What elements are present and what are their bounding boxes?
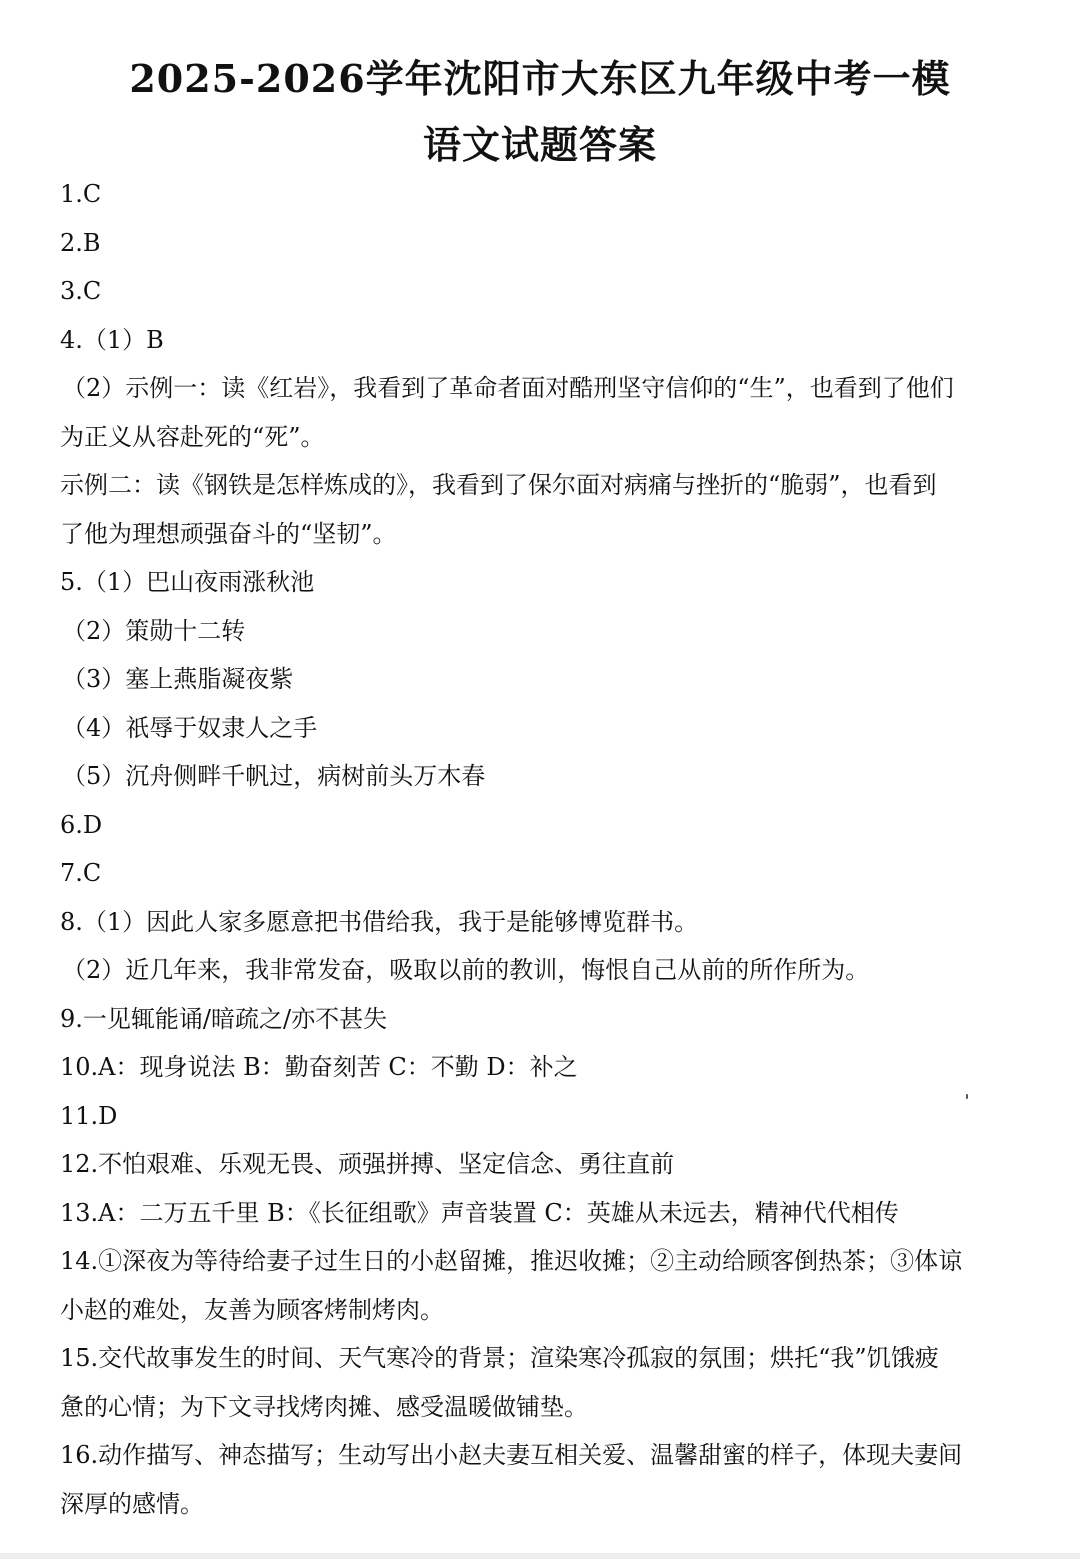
answer-line: 11.D [60, 1101, 118, 1130]
answer-line: 16.动作描写、神态描写；生动写出小赵夫妻互相关爱、温馨甜蜜的样子，体现夫妻间 [60, 1441, 963, 1469]
answer-line: 7.C [60, 859, 102, 887]
answer-line: 为正义从容赴死的“死”。 [60, 422, 325, 451]
answer-line: （2）示例一：读《红岩》，我看到了革命者面对酷刑坚守信仰的“生”，也看到了他们 [62, 374, 954, 402]
answer-line: 深厚的感情。 [60, 1489, 204, 1518]
scan-speck [966, 1094, 968, 1099]
answer-line: 小赵的难处，友善为顾客烤制烤肉。 [60, 1295, 444, 1324]
answer-line: 14.①深夜为等待给妻子过生日的小赵留摊，推迟收摊；②主动给顾客倒热茶；③体谅 [60, 1247, 963, 1275]
answer-line: （5）沉舟侧畔千帆过，病树前头万木春 [62, 762, 486, 790]
answer-line: 10.A：现身说法 B：勤奋刻苦 C：不勤 D：补之 [60, 1053, 578, 1081]
page-bottom-edge [0, 1553, 1080, 1559]
answer-line: 15.交代故事发生的时间、天气寒冷的背景；渲染寒冷孤寂的氛围；烘托“我”饥饿疲 [60, 1344, 939, 1372]
answer-line: 示例二：读《钢铁是怎样炼成的》，我看到了保尔面对病痛与挫折的“脆弱”，也看到 [60, 471, 937, 499]
answer-line: 5.（1）巴山夜雨涨秋池 [60, 568, 315, 596]
answer-line: 惫的心情；为下文寻找烤肉摊、感受温暖做铺垫。 [60, 1392, 588, 1421]
answer-line: （2）策勋十二转 [62, 616, 246, 645]
answer-line: 2.B [60, 228, 101, 257]
page-subtitle: 语文试题答案 [422, 122, 657, 167]
answer-line: 8.（1）因此人家多愿意把书借给我，我于是能够博览群书。 [60, 907, 699, 936]
answer-line: 9.一见辄能诵/暗疏之/亦不甚失 [60, 1004, 388, 1033]
page-title: 2025-2026学年沈阳市大东区九年级中考一模 [129, 56, 951, 101]
answer-line: （4）祇辱于奴隶人之手 [62, 713, 318, 742]
answer-line: 3.C [60, 277, 102, 305]
answer-line: 13.A：二万五千里 B：《长征组歌》声音装置 C：英雄从未远去，精神代代相传 [60, 1198, 899, 1227]
answer-line: （3）塞上燕脂凝夜紫 [62, 665, 294, 693]
answer-line: 1.C [60, 180, 102, 208]
answer-line: 4.（1）B [60, 325, 164, 354]
answer-line: 了他为理想顽强奋斗的“坚韧”。 [60, 519, 397, 548]
answer-line: （2）近几年来，我非常发奋，吸取以前的教训，悔恨自己从前的所作所为。 [62, 956, 870, 984]
answer-line: 6.D [60, 810, 103, 839]
answer-list [60, 170, 1020, 1528]
answer-line: 12.不怕艰难、乐观无畏、顽强拼搏、坚定信念、勇往直前 [60, 1150, 675, 1178]
